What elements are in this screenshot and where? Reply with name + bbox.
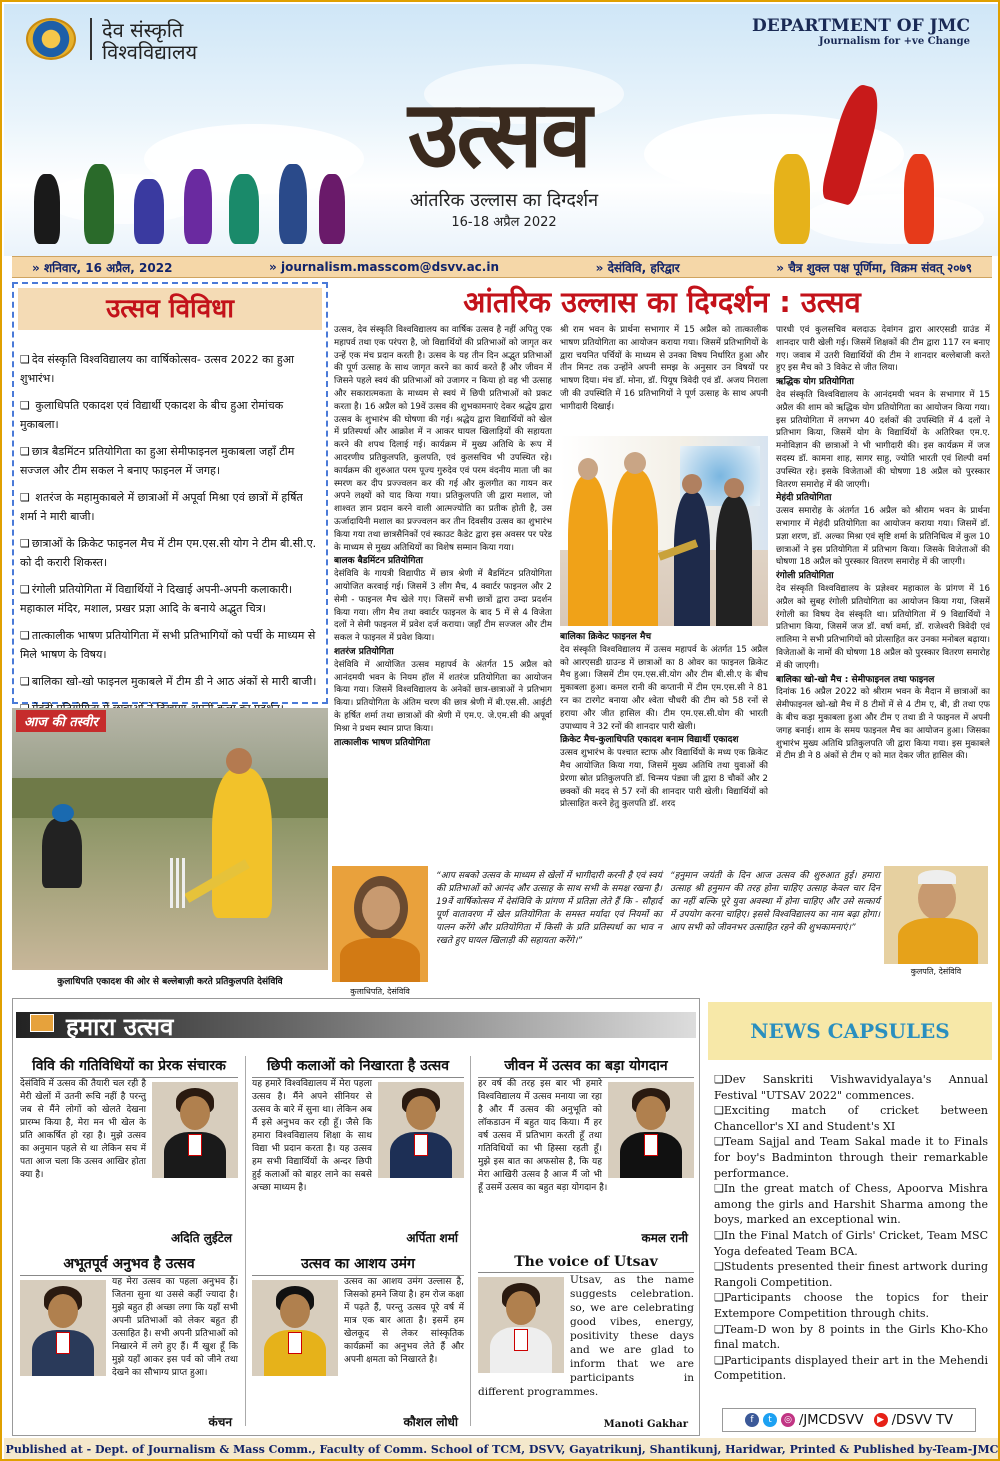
article-paragraph: श्री राम भवन के प्रार्थना सभागार में 15 अप्रैल को तात्कालीक भाषण प्रतियोगिता का आयोजन कराया गया। जिसमें प्रतिभागियों के द्वारा चयनित पर्चियों के माध्यम से उनका विषय निर्धारित हुआ और तीन मिनट तक उन्होंने अपनी समझ के अनुसार उन विषयों पर भाषण दिया। मंच डॉ. मोना, डॉ. पियूष त्रिवेदी एवं डॉ. अजय निराला जी की उपस्थिति में 16 प्रतिभागियों ने पूर्ण उत्साह के साथ अपनी भागीदारी दिखाई। [560, 325, 768, 412]
masthead-subtitle: आंतरिक उल्लास का दिग्दर्शन [409, 190, 599, 211]
list-item: ❑ Dev Sanskriti Vishwavidyalaya's Annual Festival "UTSAV 2022" commences. [714, 1072, 988, 1103]
hamara-utsav-banner [16, 1006, 696, 1044]
athlete-silhouette-icon [134, 179, 164, 244]
masthead-date: 16-18 अप्रैल 2022 [451, 215, 557, 230]
athlete-silhouette-icon [229, 174, 259, 244]
testimonial-body: हर वर्ष की तरह इस बार भी हमारे विश्वविद्यालय में उत्सव मनाया जा रहा है और मैं उत्सव की अनुभूति को लॉकडाउन में बहुत याद किया। मैं हर वर्ष उत्सव में प्रतिभाग करती हूँ तथा गतिविधियों का भी हिस्सा रहती हूँ। मुझे इस बात का अफसोस है, कि यह मेरा आखिरी उत्सव है आज मैं जो भी हूँ उसमें उत्सव का बहुत बड़ा योगदान है। [478, 1079, 608, 1193]
article-paragraph: देव संस्कृति विश्वविद्यालय के आनंदमयी भवन के सभागार में 15 अप्रैल की शाम को ऋद्धिक योग प्रतियोगिता का आयोजन किया गया। इस प्रतियोगिता में लगभग 40 दर्शकों की उपस्थिति में 4 दलों ने प्रतिभाग किया, जिसमें योग के विद्यार्थियों के अतिरिक्त एम.ए. मनोविज्ञान की छात्राओं ने भी भागीदारी की। इस कार्यक्रम में जज सदस्य डॉ. कामना शाह, सागर साहु, ज्योति भारती एवं शिल्पी वर्मा उपस्थित रहे। इसके विजेताओं की घोषणा 18 अप्रैल को पुरस्कार वितरण समारोह में की जाएगी। [776, 389, 990, 490]
vice-chancellor-quote: “हनुमान जयंती के दिन आज उत्सव की शुरुआत हुई। हमारा उत्साह श्री हनुमान की तरह होना चाहिए उत्साह केवल चार दिन का नहीं बल्कि पूरे युवा अवस्था में होना चाहिए और उसे सत्कार्य में उपयोग करना चाहिए। इससे विश्वविद्यालय का नाम बढ़ा होगा। आप सभी को जीवनभर उत्साहित रहने की शुभकामनाएं।” [670, 871, 880, 933]
article-paragraph: देसंविवि में आयोजित उत्सव महापर्व के अंतर्गत 15 अप्रैल को आनंदमयी भवन के नियम हॉल में शतरंज प्रतियोगिता का आयोजन किया गया। जिसमें विश्वविद्यालय के अनेकों छात्र-छात्राओं ने प्रतिभाग किया। प्रतियोगिता के अंतिम चरण की छात्र श्रेणी में बी.एस.सी. आईटी के हर्षित शर्मा तथा छात्राओं की श्रेणी में एम.ए. जे.एम.सी की अपूर्वा मिश्रा ने प्रथम स्थान प्राप्त किया। [334, 659, 552, 734]
testimonial-card [20, 1056, 238, 1250]
social-handle[interactable]: /JMCDSVV [799, 1412, 864, 1428]
testimonial-author: अर्पिता शर्मा [406, 1231, 458, 1245]
section-heading: बालिका क्रिकेट फाइनल मैच [560, 632, 652, 642]
vividha-title: उत्सव विविधा [18, 288, 322, 330]
section-heading: ऋद्धिक योग प्रतियोगिता [776, 377, 854, 388]
list-item: ❑ तात्कालीक भाषण प्रतियोगिता में सभी प्रतिभागियों को पर्ची के माध्यम से मिले भाषण के विषय। [20, 626, 322, 664]
list-item: ❑ In the Final Match of Girls' Cricket, Team MSC Yoga defeated Team BCA. [714, 1228, 988, 1259]
list-item: ❑ Participants choose the topics for their Extempore Competition through chits. [714, 1290, 988, 1321]
issue-date: » शनिवार, 16 अप्रैल, 2022 [32, 260, 173, 275]
youtube-handle[interactable]: /DSVV TV [891, 1412, 953, 1428]
article-paragraph: दिनांक 16 अप्रैल 2022 को श्रीराम भवन के मैदान में छात्राओं का सेमीफाइनल खो-खो मैच में 8 टीमों में से 4 टीम ए, बी, डी तथा एफ के बीच कड़ा मुकाबला हुआ और टीम ए तथा डी ने फाइनल में अपनी जगह बनाई। शाम के समय फाइनल मैच का आयोजन हुआ। जिसका शुभारंभ मुख्य अतिथि प्रतिकुलपति जी द्वारा किया गया। इस मुकाबले में टीम डी ने 8 अंकों से टीम ए को मात देकर जीत हासिल की। [776, 687, 990, 762]
testimonial-body: यह हमारे विश्वविद्यालय में मेरा पहला उत्सव है। मैंने अपने सीनियर से उत्सव के बारे में सुना था। लेकिन अब मैं इसे अनुभव कर रही हूँ। जैसे कि हमारा विश्वविद्यालय शिक्षा के साथ विद्या भी प्रदान करता है। यह उत्सव हम सभी विद्यार्थियों के अन्दर छिपी हुई कलाओं को बाहर लाने का सबसे अच्छा माध्यम है। [252, 1079, 372, 1193]
university-logo-icon [26, 18, 76, 60]
article-paragraph: पारधी एवं कुलसचिव बलदाऊ देवांगन द्वारा आरएसडी ग्राउंड में शानदार पारी खेली गई। जिसमें शिक्षकों की टीम द्वारा 117 रन बनाए गए। जवाब में उतरी विद्यार्थियों की टीम ने शानदार बल्लेबाजी करते हुए इस मैच को 3 विकेट से जीत लिया। [776, 325, 990, 374]
testimonial-author: कमल रानी [641, 1231, 688, 1245]
chancellor-photo [332, 866, 428, 982]
testimonial-title: The voice of Utsav [478, 1254, 694, 1273]
news-capsules-list [714, 1072, 988, 1384]
news-capsules-title: NEWS CAPSULES [708, 1002, 992, 1060]
list-item: ❑ कुलाधिपति एकादश एवं विद्यार्थी एकादश के बीच हुआ रोमांचक मुकाबला। [20, 396, 322, 434]
article-column-2b [560, 630, 768, 864]
testimonial-author: अदिति लुईटेल [171, 1231, 232, 1245]
student-photo [20, 1280, 106, 1376]
student-photo [152, 1082, 238, 1178]
list-item: ❑ छात्र बैडमिंटन प्रतियोगिता का हुआ सेमीफाइनल मुकाबला जहाँ टीम सज्जल और टीम सकल ने बनाए फाइनल में जगह। [20, 442, 322, 480]
instagram-icon[interactable]: ◎ [781, 1413, 795, 1427]
chancellor-quote: “आप सबको उत्सव के माध्यम से खेलों में भागीदारी करनी है एवं स्वयं की प्रतिभाओं को आनंद और उत्साह के साथ सभी के समक्ष रखना है। 19वें वार्षिकोत्सव में देसंविवि के प्रांगण में प्रतिज्ञा लेते हैं कि - सौहार्द पूर्ण वातावरण में खेल प्रतियोगिता के समस्त मर्यादा एवं नियमों का पालन करेंगे और प्रतियोगिता में किसी के प्रति प्रतिस्पर्धा का भाव न रखते हुए घायल खिलाड़ी की सहायता करेंगे।” [436, 871, 662, 946]
testimonial-body: Utsav, as the name suggests celebration. so, we are celebrating good vibes, energy, positivity these days and we are glad to inform that we are participants in different programmes. [478, 1274, 694, 1398]
vividha-list [20, 350, 322, 726]
masthead-title: उत्सव [407, 80, 591, 188]
student-photo [608, 1082, 694, 1178]
list-item: ❑ Participants displayed their art in the Mehendi Competition. [714, 1353, 988, 1384]
student-photo [478, 1277, 564, 1373]
testimonial-card [252, 1254, 464, 1434]
chancellor-caption: कुलाधिपति, देसंविवि [350, 987, 410, 996]
girls-cricket-photo [560, 436, 768, 626]
list-item: ❑ शतरंज के महामुकाबले में छात्राओं में अपूर्वा मिश्रा एवं छात्रों में हर्षित शर्मा ने मारी बाजी। [20, 488, 322, 526]
todays-picture-label: आज की तस्वीर [16, 710, 106, 732]
list-item: ❑ Students presented their finest artwork during Rangoli Competition. [714, 1259, 988, 1290]
list-item: ❑ देव संस्कृति विश्वविद्यालय का वार्षिकोत्सव- उत्सव 2022 का हुआ शुभारंभ। [20, 350, 322, 388]
testimonial-title: विवि की गतिविधियों का प्रेरक संचारक [20, 1056, 238, 1078]
testimonial-title: छिपी कलाओं को निखारता है उत्सव [252, 1056, 464, 1078]
athlete-silhouette-icon [84, 164, 114, 244]
athlete-silhouette-icon [279, 164, 307, 244]
twitter-icon[interactable]: t [763, 1413, 777, 1427]
list-item: ❑ छात्राओं के क्रिकेट फाइनल मैच में टीम एम.एस.सी योग ने टीम बी.सी.ए. को दी करारी शिकस्त। [20, 534, 322, 572]
todays-picture [12, 708, 328, 970]
department-title: DEPARTMENT OF JMC [752, 16, 970, 36]
contact-email[interactable]: » journalism.masscom@dsvv.ac.in [269, 260, 500, 274]
article-paragraph: उत्सव समारोह के अंतर्गत 16 अप्रैल को श्रीराम भवन के प्रार्थना सभागार में मेहंदी प्रतियोगिता का आयोजन कराया गया। जिसमें डॉ. प्रज्ञा शरण, डॉ. अल्का मिश्रा एवं सृष्टि शर्मा के प्रतिनिधित्व में कुल 10 छात्राओं ने इस प्रतियोगिता में प्रतिभाग किया। जिसके विजेताओं की घोषणा 18 अप्रैल को पुरस्कार वितरण समारोह में की जाएगी। [776, 506, 990, 568]
student-photo [378, 1082, 464, 1178]
article-column-2 [560, 324, 768, 436]
student-photo [252, 1280, 338, 1376]
department-tagline: Journalism for +ve Change [818, 36, 970, 47]
list-item: ❑ Team-D won by 8 points in the Girls Kho-Kho final match. [714, 1322, 988, 1353]
testimonial-author: Manoti Gakhar [603, 1419, 688, 1430]
list-item: ❑ Team Sajjal and Team Sakal made it to Finals for boy's Badminton through their remarkable performance. [714, 1134, 988, 1181]
testimonial-card [252, 1056, 464, 1250]
testimonial-author: कौशल लोधी [403, 1415, 458, 1429]
main-headline: आंतरिक उल्लास का दिग्दर्शन : उत्सव [463, 285, 861, 319]
testimonial-card [20, 1254, 238, 1434]
testimonial-body: उत्सव का आशय उमंग उल्लास है, जिसको हमने जिया है। हम रोज कक्षा में पढ़ते हैं, परन्तु उत्सव पूरे वर्ष में मात्र एक बार आता है। इसमें हम खेलकूद से लेकर सांस्कृतिक कार्यक्रमों का अनुभव लेते हैं और अपनी क्षमता को निखारते है। [344, 1277, 464, 1365]
list-item: ❑ Exciting match of cricket between Chancellor's XI and Student's XI [714, 1103, 988, 1134]
university-name-line1: देव संस्कृति [102, 18, 184, 42]
testimonial-title: जीवन में उत्सव का बड़ा योगदान [478, 1056, 694, 1078]
article-paragraph: उत्सव शुभारंभ के पश्चात स्टाफ और विद्यार्थियों के मध्य एक क्रिकेट मैच आयोजित किया गया, जिसमें मुख्य अतिथि तथा युवाओं की प्रेरणा स्रोत प्रतिकुलपति डॉ. चिन्मय पंड्या जी द्वारा 8 चौकों और 2 छक्कों की मदद से 57 रनों की शानदार पारी खेली। विद्यार्थियों को प्रोत्साहित करने हेतु कुलपति डॉ. शरद [560, 748, 768, 810]
athlete-silhouette-icon [904, 154, 934, 244]
article-column-1 [334, 324, 552, 864]
testimonial-card [478, 1056, 694, 1250]
vice-chancellor-caption: कुलपति, देसंविवि [910, 967, 962, 976]
envelope-icon [30, 1014, 54, 1032]
athlete-silhouette-icon [774, 154, 810, 244]
publisher-footer: Published at - Dept. of Journalism & Mass Comm., Faculty of Comm. School of TCM, DSVV, Gayatrikunj, Shantikunj, Haridwar, Printed & Published by-Team-JMC [4, 1438, 1000, 1461]
section-heading: बालक बैडमिंटन प्रतियोगिता [334, 556, 423, 567]
section-heading: मेहंदी प्रतियोगिता [776, 493, 832, 504]
utsav-vividha-box [12, 282, 328, 704]
testimonial-body: देसंविवि में उत्सव की तैयारी चल रही है मेरी खेलों में उतनी रूचि नहीं है परन्तु जब से मैंने लोगों को खेलते देखना प्रारम्भ किया है, मेरा मन भी खेल के प्रति आकर्षित हो रहा है। मुझे उत्सव का अनुमान पहले से था लेकिन सच में पता आज चला कि उत्सव आखिर होता क्या है। [20, 1079, 146, 1180]
section-heading: रंगोली प्रतियोगिता [776, 571, 834, 582]
hamara-utsav-title: हमारा उत्सव [66, 1013, 174, 1041]
athlete-silhouette-icon [34, 174, 60, 244]
section-heading: बालिका खो-खो मैच : सेमीफाइनल तथा फाइनल [776, 674, 935, 685]
list-item: ❑ रंगोली प्रतियोगिता में विद्यार्थियों ने दिखाई अपनी-अपनी कलाकारी। महाकाल मंदिर, मशाल, प्रखर प्रज्ञा आदि के बनाये अद्भुत चित्र। [20, 580, 322, 618]
section-heading: तात्कालीक भाषण प्रतियोगिता [334, 737, 431, 748]
social-links [722, 1408, 976, 1432]
section-heading: शतरंज प्रतियोगिता [334, 646, 394, 657]
article-column-3 [776, 324, 990, 864]
university-name-line2: विश्वविद्यालय [102, 40, 198, 64]
article-paragraph: देव संस्कृति विश्वविद्यालय के प्रज्ञेश्वर महाकाल के प्रांगण में 16 अप्रैल को सुबह रंगोली प्रतियोगिता का आयोजन किया गया, जिसमें रंगोली का विषय देव संस्कृति था। प्रतियोगिता में 9 विद्यार्थियों ने प्रतिभाग किया, जिसमें जज डॉ. वर्षा वर्मा, डॉ. राजेश्वरी त्रिवेदी एवं लालिमा ने सभी प्रतिभागियों को प्रोत्साहित कर उनका मनोबल बढ़ाया। विजेताओं के नामों की घोषणा 18 अप्रैल को पुरस्कार वितरण समारोह में की जाएगी। [776, 583, 990, 671]
vice-chancellor-photo [884, 866, 988, 964]
testimonial-title: अभूतपूर्व अनुभव है उत्सव [20, 1254, 238, 1276]
article-intro: उत्सव, देव संस्कृति विश्वविद्यालय का वार्षिक उत्सव है नहीं अपितु एक महापर्व तथा एक परंपरा है, जो विद्यार्थियों की प्रतिभाओं को जागृत कर उन्हें एक मंच प्रदान करती है। उत्सव के यह तीन दिन अद्भुत प्रतिभाओं की पूर्ण उत्साह के साथ जागृत करने का कार्य करते हैं और जीवन में जिसने पहले स्वयं की प्रतिभाओं को उजागर न किया हो वह भी उत्साह और सकारात्मकता के माध्यम से स्वयं में छिपी प्रतिभाओं को प्रकट करता है। 16 अप्रैल को 19वें उत्सव की शुभकामनाएं देकर श्रद्धेय द्वारा उत्सव के शुभारंभ की घोषणा की गई। श्रद्धेय द्वारा विद्यार्थियों को खेल में प्रतिस्पर्धा और आक्रोश में न आकर घायल खिलाड़ियों की सहायता करने की शपथ दिलाई गई। कार्यक्रम में मुख्य अतिथि के रूप में आदरणीय प्रतिकुलपति, कुलपति, एवं कुलसचिव भी उपस्थित रहे। कार्यक्रम की शुरुआत परम पूज्य गुरुदेव एवं परम वंदनीय माता जी का स्मरण कर दीप प्रज्ज्वलन कर की गई और कुलगीत का गायन कर अपने लक्ष्यों को याद किया गया। प्रतिकुलपति जी द्वारा मशाल, जो शाश्वत ज्ञान प्रदान करने वाली आत्मज्योति का प्रतीक होती है, उस ऊर्जादायिनी मशाल का प्रज्ज्वलन कर तीन दिवसीय उत्सव का शुभारंभ किया गया तथा छात्रसैनिकों एवं स्काउट कैडेट द्वारा इस अवसर पर परेड के माध्यम से मुख्य अतिथियों का विशेष सम्मान किया गया। [334, 325, 552, 553]
athlete-silhouette-icon [184, 169, 212, 244]
list-item: ❑ बालिका खो-खो फाइनल मुकाबले में टीम डी ने आठ अंकों से मारी बाजी। [20, 672, 322, 691]
testimonial-author: कंचन [208, 1415, 232, 1429]
testimonial-body: यह मेरा उत्सव का पहला अनुभव है। जितना सुना था उससे कहीं ज्यादा है। मुझे बहुत ही अच्छा लगा कि यहाँ सभी अपनी प्रतिभाओं को लेकर बहुत ही उत्साहित है। सभी अपनी प्रतिभाओं को निखारने में लगे हुए हैं। मैं खुश हूँ कि मुझे यहाँ आकर इस पर्व को जीने तथा देखने का सौभाग्य प्राप्त हुआ। [112, 1277, 238, 1378]
testimonial-card [478, 1254, 694, 1434]
logo-divider [90, 18, 92, 60]
list-item: ❑ In the great match of Chess, Apoorva Mishra among the girls and Harshit Sharma among the boys, marked an exceptional win. [714, 1181, 988, 1228]
info-bar [12, 256, 992, 278]
article-paragraph: देव संस्कृति विश्वविद्यालय में उत्सव महापर्व के अंतर्गत 15 अप्रैल को आरएसडी ग्राउन्ड में छात्राओं का 8 ओवर का फाइनल क्रिकेट मैच हुआ। जिसमें टीम एम.एस.सी.योग और टीम बी.सी.ए के बीच मुकाबला हुआ। कमल रानी की कप्तानी में टीम एम.एस.सी ने 81 रन का टारगेट बनाया और श्वेता चौधरी की टीम को 58 रनों से हराया और जीत हासिल की। टीम एम.एस.सी.योग की भारती उपाध्याय ने 32 रनों की शानदार पारी खेली। [560, 644, 768, 732]
testimonial-title: उत्सव का आशय उमंग [252, 1254, 464, 1276]
article-paragraph: देसंविवि के गायत्री विद्यापीठ में छात्र श्रेणी में बैडमिंटन प्रतियोगिता आयोजित करवाई गई। जिसमें 3 लीग मैच, 4 क्वार्टर फाइनल और 2 सेमी - फाइनल मैच खेले गए। जिसमें सभी छात्रों द्वारा उम्दा प्रदर्शन किया गया। लीग मैच तथा क्वार्टर फाइनल के बाद 5 में से 4 विजेता दलों ने सेमी फाइनल में प्रवेश दर्ज कराया। जहाँ टीम सज्जल और टीम सकल ने फाइनल में प्रवेश किया। [334, 569, 552, 644]
panchang-date: » चैत्र शुक्ल पक्ष पूर्णिमा, विक्रम संवत् २०७९ [776, 260, 972, 275]
facebook-icon[interactable]: f [745, 1413, 759, 1427]
section-heading: क्रिकेट मैच-कुलाधिपति एकादश बनाम विद्यार्थी एकादश [560, 735, 739, 746]
athlete-silhouette-icon [319, 174, 345, 244]
youtube-icon[interactable]: ▶ [874, 1413, 888, 1427]
issue-place: » देसंविवि, हरिद्वार [595, 260, 680, 275]
masthead-banner [4, 4, 1000, 256]
todays-picture-caption: कुलाधिपति एकादश की ओर से बल्लेबाज़ी करते प्रतिकुलपति देसंविवि [57, 977, 283, 987]
